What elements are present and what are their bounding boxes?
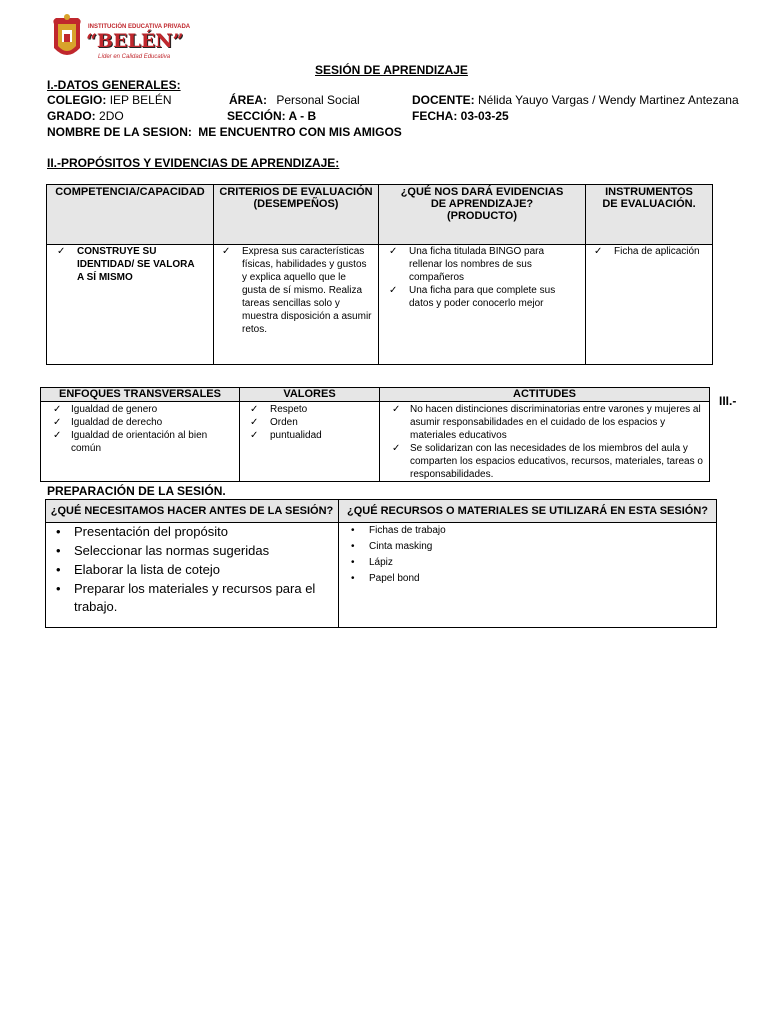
header-actitudes: ACTITUDES [380,388,710,402]
enfoque-item: ✓ Igualdad de orientación al bien común [49,429,233,455]
enfoques-header-row [41,388,710,402]
header-antes: ¿QUÉ NECESITAMOS HACER ANTES DE LA SESIÓN? [46,500,339,523]
header-competencia: COMPETENCIA/CAPACIDAD [47,185,214,245]
actitud-item: ✓ Se solidarizan con las necesidades de los miembros del aula y comparten los espacios educativos, recursos, materiales, tareas o responsabilidades. [388,442,705,481]
section-3-heading: PREPARACIÓN DE LA SESIÓN. [47,484,226,498]
section-3-numeral: III.- [719,394,737,408]
preparacion-data-row [46,523,717,628]
recurso-item: • Papel bond [345,571,710,587]
grado-label: GRADO: [47,109,96,123]
logo-institution-text: INSTITUCIÓN EDUCATIVA PRIVADA [88,24,191,30]
colegio-row [47,93,172,107]
antes-cell [46,523,339,628]
docente-value: Nélida Yauyo Vargas / Wendy Martinez Antezana [478,93,739,107]
enfoques-cell [41,402,240,482]
valores-cell [240,402,380,482]
grado-row [47,109,124,123]
productos-list [409,245,579,310]
area-label: ÁREA: [229,93,267,107]
producto-item: ✓ Una ficha para que complete sus datos y poder conocerlo mejor [385,284,579,310]
instrumento-cell [586,245,713,365]
competencia-cell [47,245,214,365]
valor-item: ✓ Respeto [246,403,373,416]
producto-item: ✓ Una ficha titulada BINGO para rellenar los nombres de sus compañeros [385,245,579,284]
recursos-cell [339,523,717,628]
docente-row [412,93,739,107]
valor-item: ✓ puntualidad [246,429,373,442]
actitudes-cell [380,402,710,482]
document-title: SESIÓN DE APRENDIZAJE [315,63,468,77]
antes-item: • Presentación del propósito [50,523,324,541]
logo-name: “BELÉN” [86,30,184,52]
seccion-label: SECCIÓN: A - B [227,109,317,123]
recurso-item: • Lápiz [345,555,710,571]
actitudes-list [410,403,705,481]
competencia-item: ✓ CONSTRUYE SU IDENTIDAD/ SE VALORA A SÍ MISMO [53,245,203,284]
colegio-value: IEP BELÉN [109,93,172,107]
sesion-value: ME ENCUENTRO CON MIS AMIGOS [198,125,402,139]
header-criterios: CRITERIOS DE EVALUACIÓN (DESEMPEÑOS) [214,185,379,245]
valor-item: ✓ Orden [246,416,373,429]
antes-list [74,523,324,616]
criterio-item: ✓ Expresa sus características físicas, habilidades y gustos y explica aquello que le gusta de sí mismo. Realiza tareas sencillas solo y muestra disposición a asumir retos. [218,245,372,336]
header-enfoques: ENFOQUES TRANSVERSALES [41,388,240,402]
logo-tagline: Líder en Calidad Educativa [98,54,171,60]
actitud-item: ✓ No hacen distinciones discriminatorias entre varones y mujeres al asumir responsabilidades en el cuidado de los espacios y materiales educativos [388,403,705,442]
section-1-heading: I.-DATOS GENERALES: [47,78,181,92]
grado-value: 2DO [99,109,124,123]
sesion-row [47,125,402,139]
antes-item: • Seleccionar las normas sugeridas [50,542,324,560]
propositos-table [46,184,713,365]
propositos-header-row [47,185,713,245]
area-value: Personal Social [276,93,360,107]
criterio-list [242,245,372,336]
sesion-label: NOMBRE DE LA SESION: [47,125,192,139]
criterio-cell [214,245,379,365]
instrumento-list [614,245,706,258]
enfoque-item: ✓ Igualdad de derecho [49,416,233,429]
productos-cell [379,245,586,365]
competencia-list [77,245,203,284]
enfoques-table [40,387,710,482]
enfoque-item: ✓ Igualdad de genero [49,403,233,416]
area-row [229,93,360,107]
preparacion-header-row [46,500,717,523]
header-valores: VALORES [240,388,380,402]
enfoques-data-row [41,402,710,482]
antes-item: • Preparar los materiales y recursos para el trabajo. [50,580,324,616]
header-recursos: ¿QUÉ RECURSOS O MATERIALES SE UTILIZARÁ EN ESTA SESIÓN? [339,500,717,523]
school-logo [48,14,191,66]
colegio-label: COLEGIO: [47,93,107,107]
instrumento-item: ✓ Ficha de aplicación [590,245,706,258]
antes-item: • Elaborar la lista de cotejo [50,561,324,579]
recurso-item: • Fichas de trabajo [345,523,710,539]
fecha-label: FECHA: 03-03-25 [412,109,509,123]
enfoques-list [71,403,233,455]
propositos-data-row [47,245,713,365]
header-evidencias: ¿QUÉ NOS DARÁ EVIDENCIAS DE APRENDIZAJE? (PRODUCTO) [379,185,586,245]
preparacion-table [45,499,717,628]
recursos-list [369,523,710,587]
header-instrumentos: INSTRUMENTOS DE EVALUACIÓN. [586,185,713,245]
docente-label: DOCENTE: [412,93,475,107]
recurso-item: • Cinta masking [345,539,710,555]
section-2-heading: II.-PROPÓSITOS Y EVIDENCIAS DE APRENDIZAJE: [47,156,340,170]
valores-list [270,403,373,442]
